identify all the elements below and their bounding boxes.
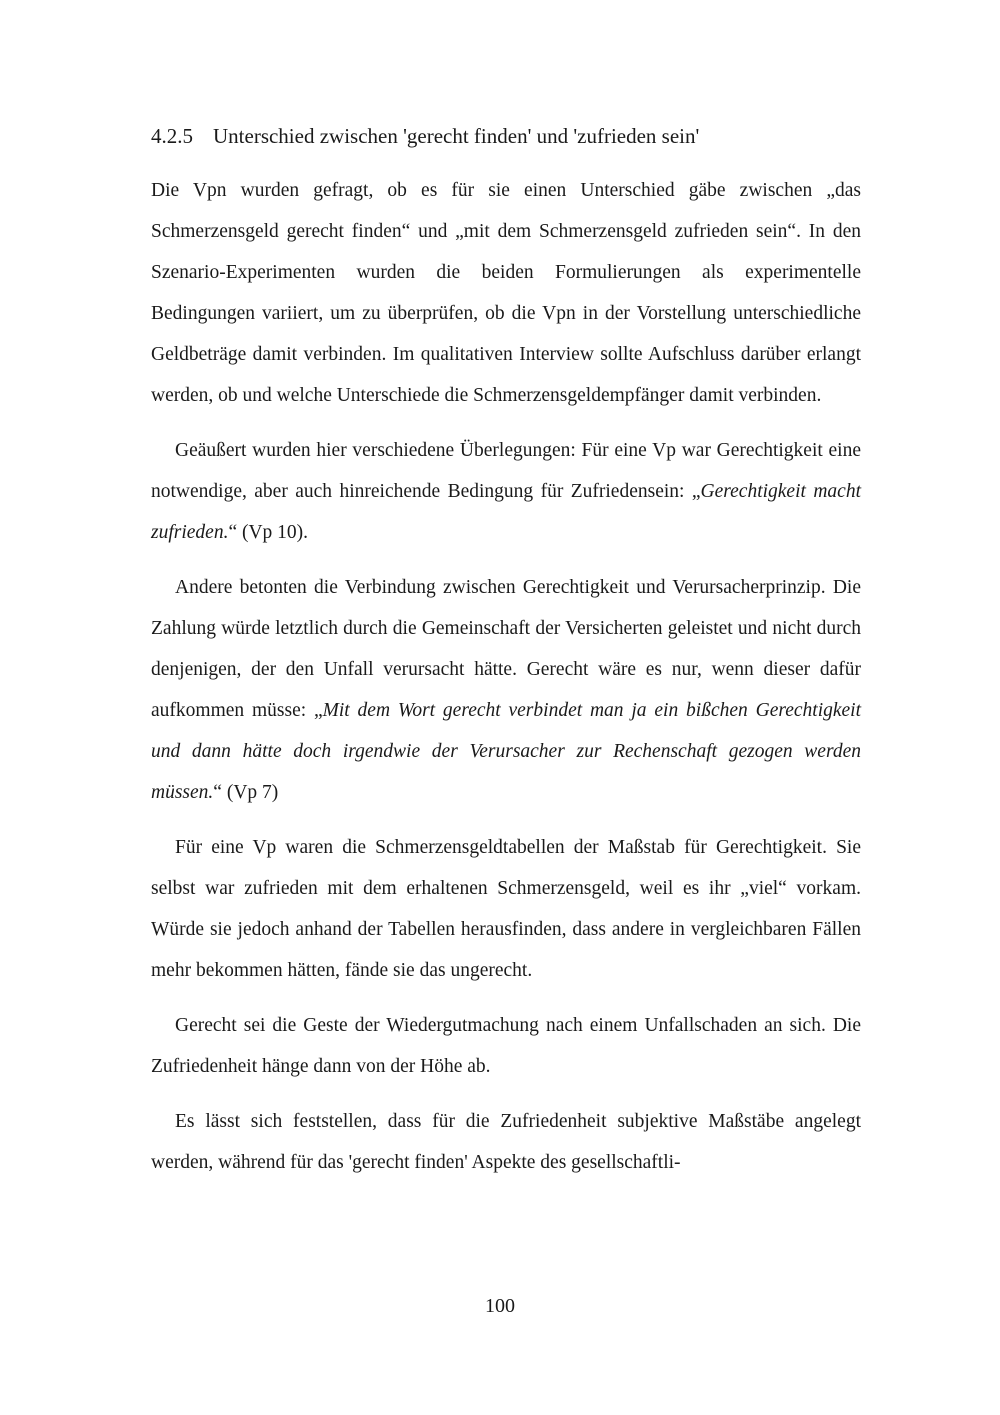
section-heading — [151, 120, 871, 152]
section-title: Unterschied zwischen 'gerecht finden' und 'zufrieden sein' — [213, 124, 700, 148]
page-number: 100 — [485, 1295, 515, 1317]
paragraph-2 — [151, 430, 861, 553]
body-text — [151, 170, 861, 1197]
paragraph-6: Es lässt sich feststellen, dass für die Zufriedenheit subjektive Maßstäbe angelegt werden, während für das 'gerecht finden' Aspekte des gesellschaftli- — [151, 1111, 861, 1173]
paragraph-2-citation: “ (Vp 10). — [228, 522, 309, 543]
paragraph-3-quote: Mit dem Wort gerecht verbindet man ja ein bißchen Gerechtigkeit und dann hätte doch irgendwie der Verursacher zur Rechenschaft gezogen werden müssen. — [151, 700, 862, 803]
paragraph-3 — [151, 567, 861, 813]
section-number: 4.2.5 — [151, 124, 193, 148]
paragraph-5: Gerecht sei die Geste der Wiedergutmachung nach einem Unfallschaden an sich. Die Zufriedenheit hänge dann von der Höhe ab. — [151, 1015, 861, 1077]
paragraph-3-citation: “ (Vp 7) — [213, 782, 279, 803]
paragraph-4: Für eine Vp waren die Schmerzensgeldtabellen der Maßstab für Gerechtigkeit. Sie selbst war zufrieden mit dem erhaltenen Schmerzensgeld, weil es ihr „viel“ vorkam. Würde sie jedoch anhand der Tabellen herausfinden, dass andere in vergleichbaren Fällen mehr bekommen hätten, fände sie das ungerecht. — [151, 837, 861, 981]
paragraph-3-text: Andere betonten die Verbindung zwischen Gerechtigkeit und Verursacherprinzip. Die Zahlung würde letztlich durch die Gemeinschaft der Versicherten geleistet und nicht durch denjenigen, der den Unfall verursacht hätte. Gerecht wäre es nur, wenn dieser dafür aufkommen müsse: „ — [151, 577, 861, 721]
paragraph-2-quote: Gerechtigkeit macht zufrieden. — [151, 481, 861, 543]
paragraph-2-text: Geäußert wurden hier verschiedene Überlegungen: Für eine Vp war Gerechtigkeit eine notwendige, aber auch hinreichende Bedingung für Zufriedensein: „ — [151, 440, 861, 502]
paragraph-1: Die Vpn wurden gefragt, ob es für sie einen Unterschied gäbe zwischen „das Schmerzensgeld gerecht finden“ und „mit dem Schmerzensgeld zufrieden sein“. In den Szenario-Experimenten wurden die beiden Formulierungen als experimentelle Bedingungen variiert, um zu überprüfen, ob die Vpn in der Vorstellung unterschiedliche Geldbeträge damit verbinden. Im qualitativen Interview sollte Aufschluss darüber erlangt werden, ob und welche Unterschiede die Schmerzensgeldempfänger damit verbinden. — [151, 180, 861, 406]
